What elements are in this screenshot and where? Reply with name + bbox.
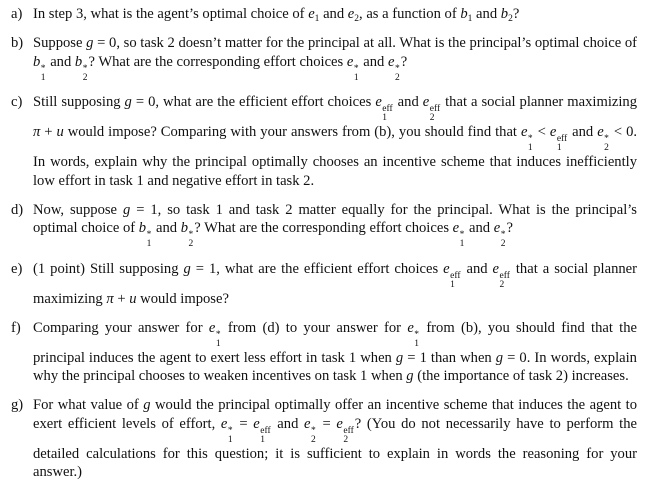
math-subscripted-variable bbox=[308, 6, 319, 22]
math-base: e bbox=[407, 319, 414, 336]
math-variable: u bbox=[56, 123, 64, 140]
math-superscript: * bbox=[227, 425, 233, 436]
math-sup-sub-variable bbox=[208, 319, 222, 349]
math-variable: g bbox=[495, 349, 504, 366]
math-superscript: eff bbox=[382, 103, 393, 114]
question-label: d) bbox=[11, 201, 24, 218]
math-variable: g bbox=[395, 349, 404, 366]
math-base: e bbox=[208, 319, 216, 336]
text-run: + bbox=[113, 290, 130, 307]
math-scripts bbox=[228, 427, 233, 445]
math-sup-sub-variable bbox=[74, 53, 89, 83]
math-scripts bbox=[500, 272, 510, 290]
text-run: and bbox=[393, 93, 423, 110]
text-run: from (d) to your answer for bbox=[221, 319, 408, 336]
text-run: Suppose bbox=[33, 34, 87, 51]
math-sup-sub-variable bbox=[180, 220, 195, 250]
math-subscript: 1 bbox=[146, 239, 152, 250]
math-subscripted-variable bbox=[348, 6, 359, 22]
math-base: e bbox=[520, 123, 528, 140]
math-sup-sub-variable bbox=[346, 53, 360, 83]
math-base: e bbox=[375, 93, 382, 110]
math-sup-sub-variable bbox=[253, 415, 271, 445]
text-run: For what value of bbox=[33, 397, 144, 414]
question-text bbox=[33, 93, 637, 190]
question-b bbox=[11, 34, 637, 83]
text-run: = 0, what are the efficient effort choices bbox=[131, 93, 376, 110]
math-subscript: 2 bbox=[429, 112, 435, 123]
math-sup-sub-variable bbox=[520, 123, 534, 153]
math-superscript: eff bbox=[499, 270, 510, 281]
text-run: from (b), you should find that the principal induces the agent to exert less effort in task 1 when bbox=[33, 319, 638, 366]
math-subscript: 2 bbox=[343, 434, 349, 445]
math-base: e bbox=[443, 260, 450, 277]
text-run: and bbox=[319, 6, 348, 22]
text-run: ? bbox=[512, 6, 520, 22]
math-sup-sub-variable bbox=[493, 220, 507, 250]
question-label: e) bbox=[11, 260, 23, 277]
math-scripts bbox=[382, 105, 392, 123]
math-base: e bbox=[422, 93, 430, 110]
text-run: that a social planner maximizing bbox=[441, 93, 637, 110]
math-superscript: * bbox=[82, 63, 88, 74]
math-subscript: 2 bbox=[508, 14, 513, 24]
math-variable: g bbox=[183, 260, 191, 277]
math-superscript: * bbox=[40, 63, 46, 74]
text-run: and bbox=[46, 53, 75, 70]
math-subscript: 2 bbox=[394, 72, 400, 83]
question-text bbox=[33, 34, 637, 83]
text-run: and bbox=[152, 220, 181, 237]
math-scripts bbox=[414, 331, 419, 349]
math-superscript: * bbox=[188, 230, 194, 241]
math-subscript: 1 bbox=[215, 338, 221, 349]
math-scripts bbox=[311, 427, 316, 445]
text-run: In step 3, what is the agent’s optimal choice of bbox=[33, 6, 309, 22]
math-subscript: 2 bbox=[82, 72, 88, 83]
math-scripts bbox=[189, 231, 194, 249]
math-subscripted-variable bbox=[501, 6, 513, 22]
text-run: ? bbox=[506, 220, 513, 237]
math-base: b bbox=[180, 220, 188, 237]
question-text bbox=[33, 319, 637, 386]
math-superscript: * bbox=[215, 329, 221, 340]
math-sup-sub-variable bbox=[407, 319, 420, 349]
math-variable: π bbox=[33, 123, 41, 140]
text-run: and bbox=[359, 53, 388, 70]
math-scripts bbox=[41, 65, 46, 83]
math-sup-sub-variable bbox=[220, 415, 234, 445]
math-scripts bbox=[430, 105, 440, 123]
math-superscript: eff bbox=[429, 103, 441, 114]
question-f bbox=[11, 319, 637, 386]
question-d bbox=[11, 201, 637, 250]
math-scripts bbox=[260, 427, 270, 445]
math-base: e bbox=[492, 260, 500, 277]
text-run: would impose? Comparing with your answers from (b), you should find that bbox=[63, 123, 521, 140]
math-subscript: 1 bbox=[527, 142, 533, 153]
math-base: b bbox=[460, 6, 468, 22]
math-base: b bbox=[74, 53, 83, 70]
question-label: g) bbox=[11, 397, 24, 414]
math-superscript: * bbox=[527, 133, 533, 144]
math-superscript: eff bbox=[343, 425, 354, 436]
math-subscript: 2 bbox=[354, 14, 360, 24]
text-run: Comparing your answer for bbox=[33, 319, 209, 336]
question-c bbox=[11, 93, 637, 190]
math-base: e bbox=[493, 220, 501, 237]
text-run: = 1, what are the efficient effort choices bbox=[190, 260, 444, 277]
text-run: + bbox=[40, 123, 57, 140]
text-run: Now, suppose bbox=[33, 201, 123, 218]
text-run: Still supposing bbox=[33, 93, 125, 110]
math-sup-sub-variable bbox=[138, 220, 153, 250]
question-text bbox=[33, 201, 637, 250]
math-superscript: * bbox=[500, 230, 506, 241]
math-base: e bbox=[387, 53, 395, 70]
question-text bbox=[33, 396, 637, 482]
question-label: f) bbox=[11, 319, 21, 336]
text-run: and bbox=[465, 220, 494, 237]
math-superscript: * bbox=[353, 63, 359, 74]
math-scripts bbox=[557, 135, 567, 153]
math-superscript: eff bbox=[260, 425, 271, 436]
math-base: b bbox=[138, 220, 147, 237]
math-scripts bbox=[354, 65, 359, 83]
question-label: b) bbox=[11, 34, 24, 51]
math-base: e bbox=[549, 123, 557, 140]
text-run: = 1 than when bbox=[403, 349, 496, 366]
text-run: ? (You do not necessarily have to perform the detailed calculations for this question; it is sufficient to explain in words the reasoning for your answer.) bbox=[33, 415, 637, 481]
math-subscript: 1 bbox=[353, 72, 359, 83]
math-sup-sub-variable bbox=[387, 53, 401, 83]
math-base: e bbox=[304, 415, 311, 432]
math-superscript: eff bbox=[450, 270, 461, 281]
math-subscript: 1 bbox=[450, 279, 455, 290]
question-a bbox=[11, 5, 637, 24]
math-subscript: 1 bbox=[260, 434, 265, 445]
math-sup-sub-variable bbox=[33, 53, 47, 83]
math-subscript: 2 bbox=[604, 142, 609, 153]
math-sup-sub-variable bbox=[422, 93, 441, 123]
math-base: e bbox=[346, 53, 354, 70]
math-sup-sub-variable bbox=[452, 220, 466, 250]
text-run: = bbox=[316, 415, 337, 432]
math-variable: g bbox=[86, 34, 94, 51]
math-subscript: 1 bbox=[467, 14, 473, 24]
text-run: and bbox=[472, 6, 501, 22]
text-run: = 0, so task 2 doesn’t matter for the principal at all. What is the principal’s optimal choice of bbox=[93, 34, 638, 51]
math-base: e bbox=[336, 415, 343, 432]
math-superscript: * bbox=[394, 63, 400, 74]
math-variable: g bbox=[124, 93, 132, 110]
text-run: (the importance of task 2) increases. bbox=[413, 368, 629, 385]
math-scripts bbox=[450, 272, 460, 290]
math-base: b bbox=[500, 6, 509, 22]
math-sup-sub-variable bbox=[304, 415, 317, 445]
math-base: e bbox=[253, 415, 260, 432]
text-run: < 0. In words, explain why the principal optimally chooses an incentive scheme that induces inefficiently low effort in task 1 and negative effort in task 2. bbox=[33, 123, 638, 189]
math-subscript: 1 bbox=[227, 434, 233, 445]
question-label: a) bbox=[11, 6, 23, 22]
math-subscript: 2 bbox=[500, 239, 506, 250]
question-g bbox=[11, 396, 637, 482]
math-variable: g bbox=[143, 397, 151, 414]
text-run: would impose? bbox=[136, 290, 229, 307]
math-base: e bbox=[308, 6, 315, 22]
math-sup-sub-variable bbox=[443, 260, 461, 290]
text-run: and bbox=[461, 260, 493, 277]
math-scripts bbox=[501, 231, 506, 249]
math-scripts bbox=[343, 427, 353, 445]
math-subscript: 1 bbox=[314, 14, 320, 24]
math-variable: g bbox=[406, 368, 414, 385]
math-variable: π bbox=[106, 290, 114, 307]
question-text bbox=[33, 5, 637, 24]
text-run: , as a function of bbox=[359, 6, 461, 22]
math-sup-sub-variable bbox=[597, 123, 610, 153]
math-base: b bbox=[33, 53, 41, 70]
math-scripts bbox=[528, 135, 533, 153]
math-subscript: 1 bbox=[459, 239, 465, 250]
text-run: and bbox=[271, 415, 305, 432]
math-base: e bbox=[220, 415, 228, 432]
text-run: (1 point) Still supposing bbox=[33, 260, 184, 277]
question-e bbox=[11, 260, 637, 309]
math-subscripted-variable bbox=[460, 6, 472, 22]
math-superscript: * bbox=[414, 329, 420, 340]
math-variable: g bbox=[122, 201, 131, 218]
math-subscript: 2 bbox=[188, 239, 194, 250]
math-scripts bbox=[395, 65, 400, 83]
math-variable: u bbox=[129, 290, 137, 307]
math-superscript: * bbox=[604, 133, 609, 144]
math-base: e bbox=[347, 6, 355, 22]
math-subscript: 1 bbox=[556, 142, 562, 153]
text-run: ? What are the corresponding effort choices bbox=[194, 220, 453, 237]
math-superscript: eff bbox=[556, 133, 568, 144]
math-sup-sub-variable bbox=[375, 93, 393, 123]
question-text bbox=[33, 260, 637, 309]
math-scripts bbox=[216, 331, 221, 349]
text-run: < bbox=[533, 123, 550, 140]
math-sup-sub-variable bbox=[549, 123, 568, 153]
math-base: e bbox=[597, 123, 604, 140]
text-run: = bbox=[233, 415, 254, 432]
math-scripts bbox=[83, 65, 88, 83]
math-subscript: 2 bbox=[499, 279, 505, 290]
text-run: ? bbox=[400, 53, 408, 70]
math-subscript: 1 bbox=[40, 72, 46, 83]
math-sup-sub-variable bbox=[492, 260, 511, 290]
text-run: that a social planner maximizing bbox=[33, 260, 637, 307]
math-subscript: 1 bbox=[414, 338, 420, 349]
math-superscript: * bbox=[146, 230, 152, 241]
math-scripts bbox=[604, 135, 609, 153]
text-run: = 1, so task 1 and task 2 matter equally for the principal. What is the principal’s optimal choice of bbox=[33, 201, 637, 237]
math-superscript: * bbox=[459, 230, 465, 241]
math-subscript: 2 bbox=[311, 434, 316, 445]
math-sup-sub-variable bbox=[336, 415, 354, 445]
math-base: e bbox=[452, 220, 460, 237]
math-superscript: * bbox=[311, 425, 316, 436]
math-subscript: 1 bbox=[382, 112, 388, 123]
text-run: and bbox=[568, 123, 598, 140]
math-scripts bbox=[147, 231, 152, 249]
math-scripts bbox=[460, 231, 465, 249]
text-run: would the principal optimally offer an incentive scheme that induces the agent to exert efficient levels of effort, bbox=[33, 397, 637, 432]
text-run: = 0. In words, explain why the principal chooses to weaken incentives on task 1 when bbox=[33, 349, 637, 385]
question-label: c) bbox=[11, 93, 23, 110]
text-run: ? What are the corresponding effort choices bbox=[88, 53, 347, 70]
